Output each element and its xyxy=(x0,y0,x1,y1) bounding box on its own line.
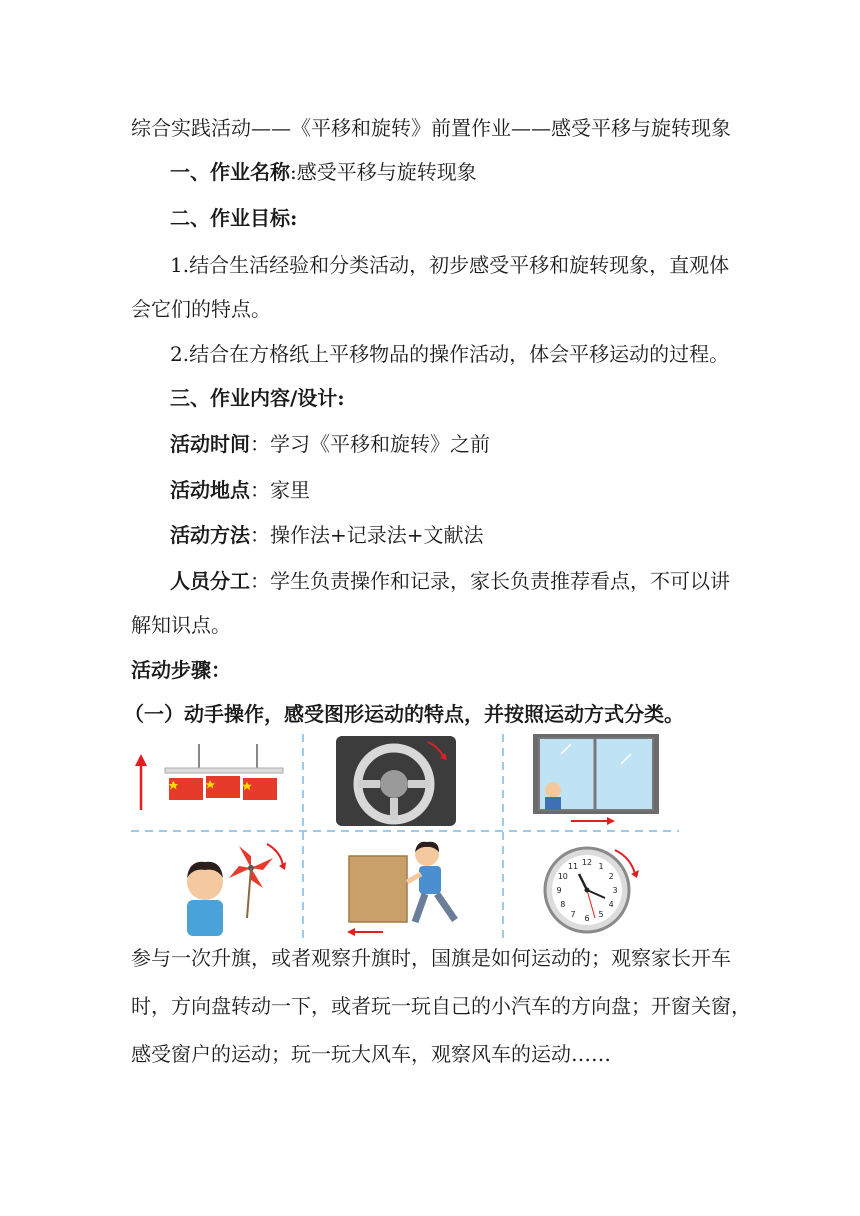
rotate-arrow-icon xyxy=(267,844,283,866)
activity-place-label: 活动地点 xyxy=(170,478,250,502)
clock-numeral: 7 xyxy=(570,910,576,920)
section-2-heading: 二、作业目标: xyxy=(170,206,298,230)
wall-clock-image xyxy=(539,838,649,938)
staff-division-line-2: 解知识点。 xyxy=(131,613,231,637)
flag-icon xyxy=(242,778,277,800)
activity-method-value: ：操作法+记录法+文献法 xyxy=(250,523,484,547)
clock-numeral: 12 xyxy=(581,858,593,867)
boy-with-pinwheel-image xyxy=(159,838,289,938)
clock-numeral: 4 xyxy=(608,900,614,909)
clock-numeral: 8 xyxy=(560,900,566,909)
activity-method xyxy=(170,521,484,549)
clock-numeral: 2 xyxy=(608,872,614,881)
section-1-value: :感受平移与旋转现象 xyxy=(290,160,477,184)
steps-heading: 活动步骤： xyxy=(131,658,231,682)
activity-time-value: ：学习《平移和旋转》之前 xyxy=(250,432,490,456)
clock-numeral: 9 xyxy=(556,886,562,895)
activity-time-label: 活动时间 xyxy=(170,432,250,456)
clock-numeral: 1 xyxy=(598,861,604,871)
section-1-label: 一、作业名称 xyxy=(170,160,290,184)
staff-division-label: 人员分工 xyxy=(170,569,250,593)
activity-time xyxy=(170,430,490,458)
document-title: 综合实践活动——《平移和旋转》前置作业——感受平移与旋转现象 xyxy=(131,116,731,140)
clock-numeral: 6 xyxy=(584,914,590,923)
boy-pushing-box-image xyxy=(341,836,481,936)
paragraph-line-1: 参与一次升旗，或者观察升旗时，国旗是如何运动的；观察家长开车 xyxy=(131,946,731,970)
section-3-heading: 三、作业内容/设计: xyxy=(170,386,345,410)
activity-place-value: ：家里 xyxy=(250,478,310,502)
window-sliding-image xyxy=(531,734,661,826)
clock-numeral: 11 xyxy=(567,861,579,871)
steering-wheel-image xyxy=(336,736,456,826)
pinwheel-icon xyxy=(229,846,273,918)
flags-raising-image xyxy=(131,740,296,824)
motion-illustration-grid xyxy=(131,734,679,938)
activity-place xyxy=(170,476,310,504)
section-1 xyxy=(170,158,477,186)
goal-2: 2.结合在方格纸上平移物品的操作活动，体会平移运动的过程。 xyxy=(170,342,730,366)
staff-division xyxy=(170,567,730,595)
clock-numeral: 3 xyxy=(612,886,618,895)
clock-numeral: 5 xyxy=(598,910,604,920)
activity-method-label: 活动方法 xyxy=(170,523,250,547)
staff-division-value: ：学生负责操作和记录，家长负责推荐看点，不可以讲 xyxy=(250,569,730,593)
flag-icon xyxy=(205,776,240,798)
paragraph-line-3: 感受窗户的运动；玩一玩大风车，观察风车的运动…… xyxy=(131,1042,611,1066)
flag-icon xyxy=(169,778,203,800)
paragraph-line-2: 时，方向盘转动一下，或者玩一玩自己的小汽车的方向盘；开窗关窗， xyxy=(131,994,751,1018)
clock-numeral: 10 xyxy=(557,872,568,881)
step-1-heading: （一）动手操作，感受图形运动的特点，并按照运动方式分类。 xyxy=(124,702,684,726)
goal-1-line-1: 1.结合生活经验和分类活动，初步感受平移和旋转现象，直观体 xyxy=(170,253,730,277)
goal-1-line-2: 会它们的特点。 xyxy=(131,297,271,321)
box-icon xyxy=(349,856,407,922)
